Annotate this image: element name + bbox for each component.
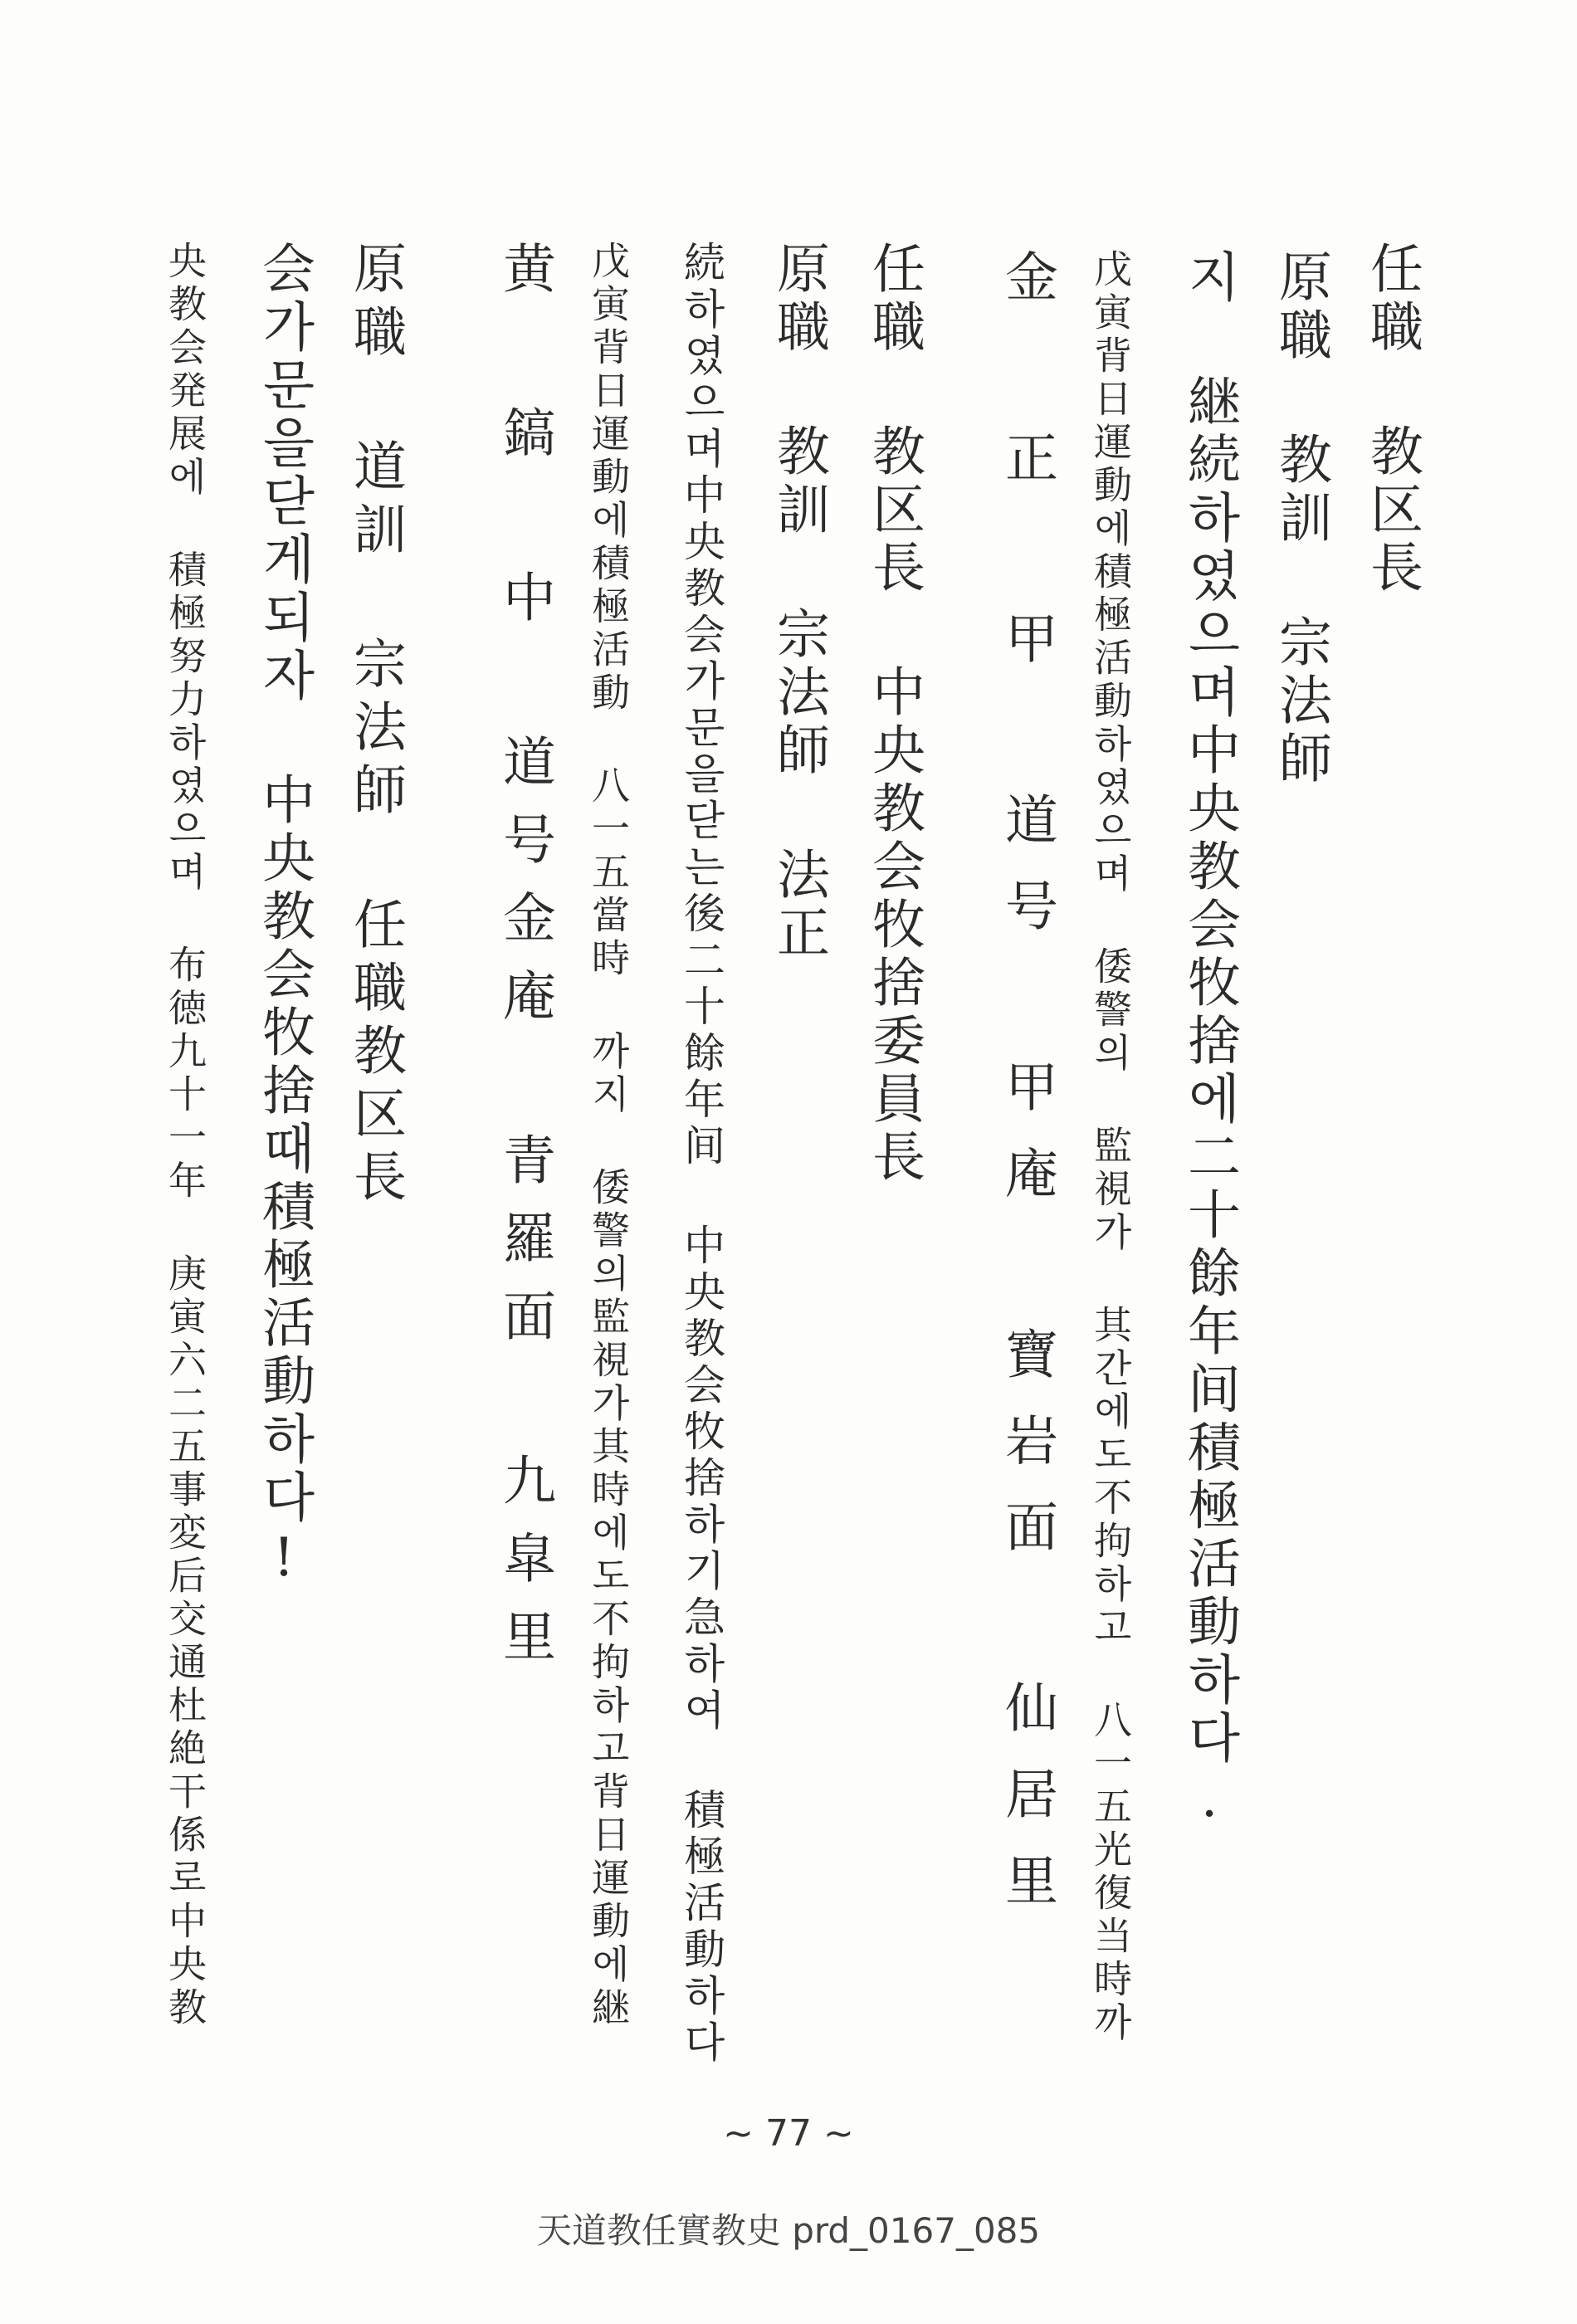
text-column: 任職 教区長 中央教会牧捨委員長 — [863, 241, 925, 1187]
text-column: 戊寅背日運動에積極活動 八一五當時 까지 倭警의監視가其時에도不拘하고背日運動에継 — [586, 241, 631, 2030]
text-column: 央教会発展에 積極努力하였으며 布徳九十一年 庚寅六二五事変后交通杜絶干係로中央教 — [163, 241, 208, 2030]
text-column: 戊寅背日運動에積極活動하였으며 倭警의 監視가 其간에도不拘하고 八一五光復当時까 — [1088, 249, 1133, 2045]
text-column: 会가문을닫게되자 中央教会牧捨때積極活動하다! — [253, 241, 315, 1594]
text-column: 原職 教訓 宗法師 法正 — [768, 241, 829, 963]
document-caption: 天道教任實教史 prd_0167_085 — [536, 2210, 1041, 2251]
text-column: 지 継続하였으며中央教会牧捨에二十餘年间積極活動하다. — [1179, 249, 1240, 1834]
text-column: 黄 鎬 中 道号金庵 青羅面 九皐里 — [494, 241, 555, 1687]
text-column: 任職 教区長 — [1361, 241, 1423, 598]
text-column: 続하였으며中央教会가문을닫는後二十餘年间 中央教会牧捨하기急하여 積極活動하다 — [677, 241, 725, 2067]
text-column: 金 正 甲 道号 甲庵 寶岩面 仙居里 — [996, 249, 1057, 1939]
page-number: ~ 77 ~ — [723, 2112, 854, 2155]
text-column: 原職 教訓 宗法師 — [1270, 249, 1331, 788]
text-column: 原職 道訓 宗法師 任職教区長 — [344, 241, 406, 1212]
